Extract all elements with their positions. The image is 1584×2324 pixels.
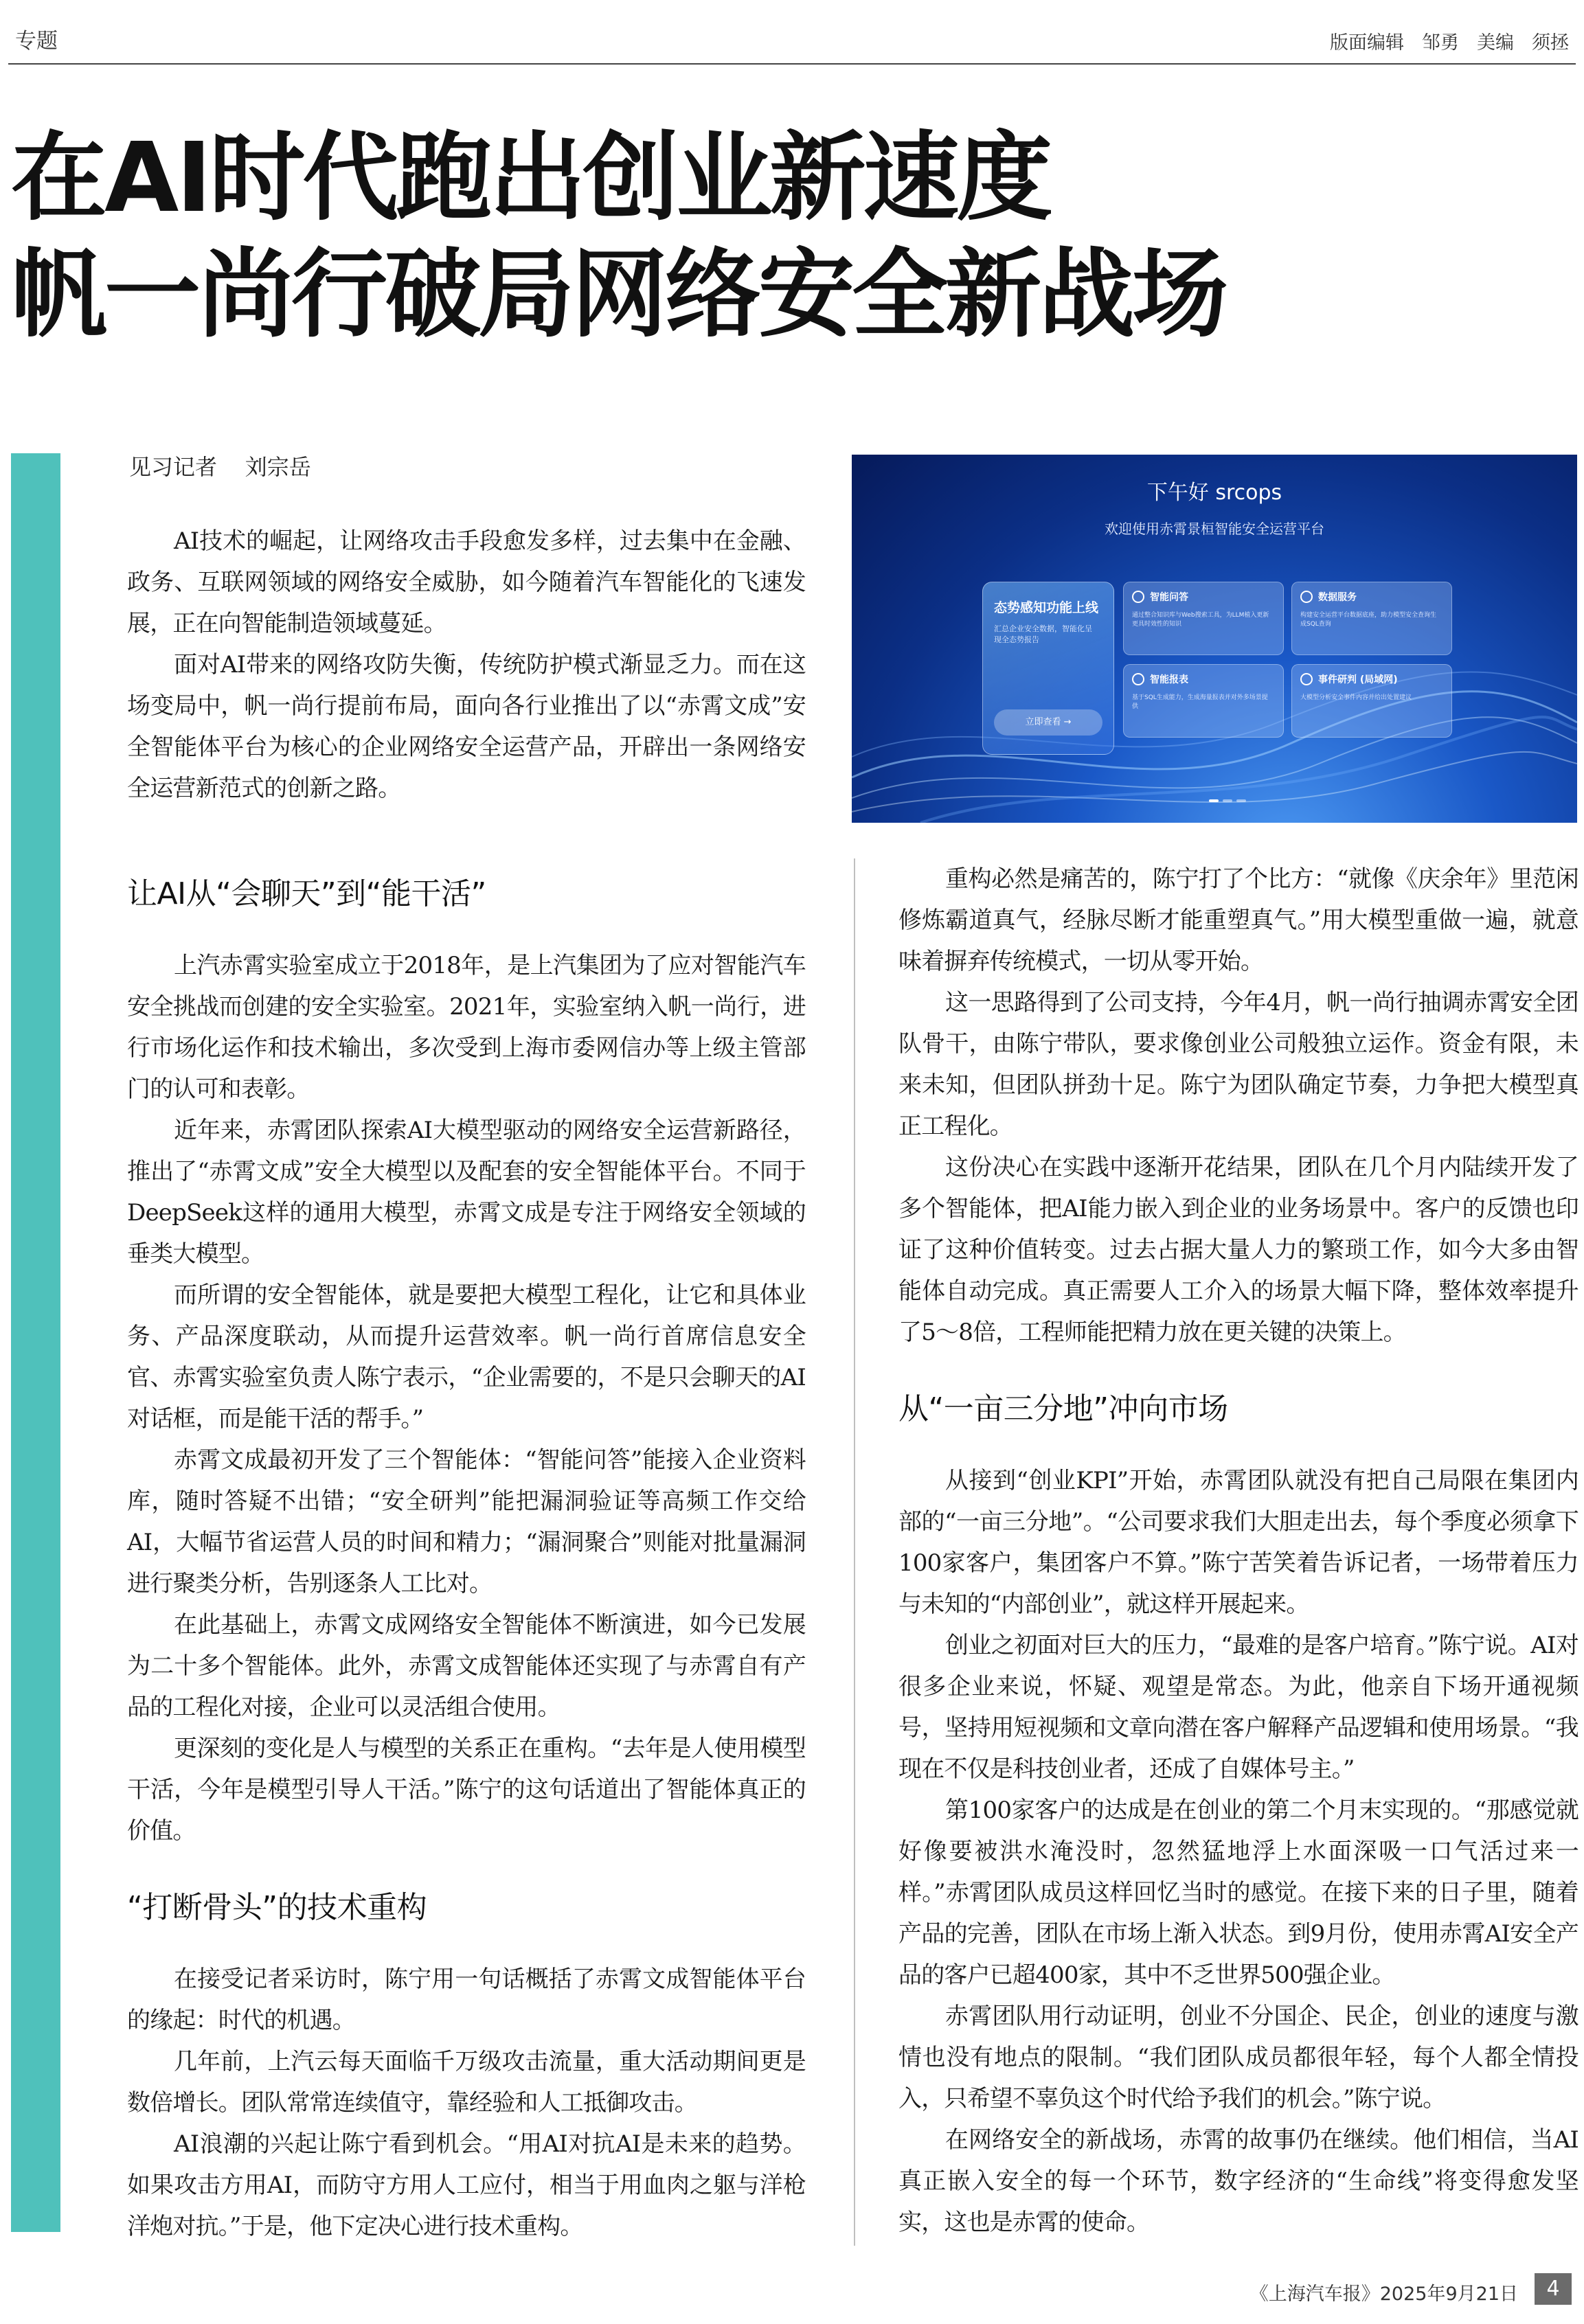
body-paragraph: 这一思路得到了公司支持，今年4月，帆一尚行抽调赤霄安全团队骨干，由陈宁带队，要求像创业公司般独立运作。资金有限，未来未知，但团队拼劲十足。陈宁为团队确定节奏，力争把大模型真正工程化。 — [898, 989, 1579, 1140]
body-paragraph: 而所谓的安全智能体，就是要把大模型工程化，让它和具体业务、产品深度联动，从而提升运营效率。帆一尚行首席信息安全官、赤霄实验室负责人陈宁表示，“企业需要的，不是只会聊天的AI对话框，而是能干活的帮手。” — [127, 1281, 806, 1433]
body-paragraph: 这份决心在实践中逐渐开花结果，团队在几个月内陆续开发了多个智能体，把AI能力嵌入到企业的业务场景中。客户的反馈也印证了这种价值转变。过去占据大量人力的繁琐工作，如今大多由智能体自动完成。真正需要人工介入的场景大幅下降，整体效率提升了5～8倍，工程师能把精力放在更关键的决策上。 — [898, 1154, 1579, 1346]
column-divider — [854, 858, 855, 2246]
hero-title: 态势感知功能上线 — [994, 600, 1099, 615]
editor-credits — [1330, 27, 1569, 54]
footer-source: 《上海汽车报》2025年9月21日 — [1249, 2283, 1518, 2305]
card-desc: 构建安全运营平台数据底座，助力模型安全查询生成SQL查询 — [1300, 612, 1437, 628]
card-title: 智能问答 — [1150, 592, 1188, 603]
headline-line: 在AI时代跑出创业新速度 — [11, 122, 1050, 234]
card-icon — [1300, 673, 1313, 685]
card-icon — [1132, 673, 1144, 685]
accent-bar — [11, 453, 60, 2232]
body-paragraph: 赤霄团队用行动证明，创业不分国企、民企，创业的速度与激情也没有地点的限制。“我们团队成员都很年轻，每个人都全情投入，只希望不辜负这个时代给予我们的机会。”陈宁说。 — [898, 2003, 1579, 2112]
dashboard-subtitle: 欢迎使用赤霄景桓智能安全运营平台 — [1105, 521, 1324, 537]
body-paragraph: 在接受记者采访时，陈宁用一句话概括了赤霄文成智能体平台的缘起：时代的机遇。 — [127, 1966, 806, 2034]
credit-item: 版面编辑 — [1330, 32, 1404, 54]
credit-item: 须拯 — [1532, 32, 1569, 54]
carousel-dots — [1209, 799, 1246, 802]
hero-view-button: 立即查看 → — [994, 709, 1102, 736]
body-paragraph: 第100家客户的达成是在创业的第二个月末实现的。“那感觉就好像要被洪水淹没时，忽然猛地浮上水面深吸一口气活过来一样。”赤霄团队成员这样回忆当时的感觉。在接下来的日子里，随着产品的完善，团队在市场上渐入状态。到9月份，使用赤霄AI安全产品的客户已超400家，其中不乏世界500强企业。 — [898, 1797, 1579, 1989]
dashboard-card — [1291, 664, 1452, 738]
dashboard-card — [1291, 582, 1452, 655]
body-paragraph: 重构必然是痛苦的，陈宁打了个比方：“就像《庆余年》里范闲修炼霸道真气，经脉尽断才能重塑真气。”用大模型重做一遍，就意味着摒弃传统模式，一切从零开始。 — [898, 865, 1579, 975]
right-column — [898, 858, 1579, 2243]
card-desc: 通过整合知识库与Web搜索工具，为LLM植入更新更具时效性的知识 — [1132, 612, 1269, 628]
credit-item: 美编 — [1477, 32, 1514, 54]
body-paragraph: 在网络安全的新战场，赤霄的故事仍在继续。他们相信，当AI真正嵌入安全的每一个环节，数字经济的“生命线”将变得愈发坚实，这也是赤霄的使命。 — [898, 2126, 1579, 2236]
body-paragraph: 创业之初面对巨大的压力，“最难的是客户培育。”陈宁说。AI对很多企业来说，怀疑、观望是常态。为此，他亲自下场开通视频号，坚持用短视频和文章向潜在客户解释产品逻辑和使用场景。“我现在不仅是科技创业者，还成了自媒体号主。” — [898, 1632, 1579, 1783]
dashboard-greeting: 下午好 srcops — [1146, 481, 1282, 505]
dashboard-hero-card — [982, 582, 1114, 755]
headline-line: 帆一尚行破局网络安全新战场 — [11, 239, 1226, 351]
hero-desc: 汇总企业安全数据，智能化呈现全态势报告 — [994, 624, 1092, 644]
card-title: 数据服务 — [1318, 592, 1357, 603]
byline: 见习记者 刘宗岳 — [129, 454, 311, 480]
body-paragraph: AI浪潮的兴起让陈宁看到机会。“用AI对抗AI是未来的趋势。如果攻击方用AI，而防守方用人工应付，相当于用血肉之躯与洋枪洋炮对抗。”于是，他下定决心进行技术重构。 — [127, 2130, 806, 2240]
card-icon — [1300, 591, 1313, 603]
body-paragraph: 从接到“创业KPI”开始，赤霄团队就没有把自己局限在集团内部的“一亩三分地”。“公司要求我们大胆走出去，每个季度必须拿下100家客户，集团客户不算。”陈宁苦笑着告诉记者，一场带着压力与未知的“内部创业”，就这样开展起来。 — [898, 1467, 1579, 1618]
section-heading: 让AI从“会聊天”到“能干活” — [127, 876, 486, 911]
body-paragraph: 在此基础上，赤霄文成网络安全智能体不断演进，如今已发展为二十多个智能体。此外，赤霄文成智能体还实现了与赤霄自有产品的工程化对接，企业可以灵活组合使用。 — [127, 1611, 806, 1721]
dashboard-screenshot — [852, 455, 1577, 823]
headline — [11, 120, 1225, 354]
card-desc: 基于SQL生成能力，生成海量报表并对外多场景提供 — [1132, 694, 1268, 710]
body-paragraph: 赤霄文成最初开发了三个智能体：“智能问答”能接入企业资料库，随时答疑不出错；“安全研判”能把漏洞验证等高频工作交给AI，大幅节省运营人员的时间和精力；“漏洞聚合”则能对批量漏洞进行聚类分析，告别逐条人工比对。 — [127, 1446, 806, 1597]
card-title: 事件研判 (局域网) — [1318, 674, 1398, 685]
left-column — [127, 838, 806, 2247]
intro-paragraph: 面对AI带来的网络攻防失衡，传统防护模式渐显乏力。而在这场变局中，帆一尚行提前布局，面向各行业推出了以“赤霄文成”安全智能体平台为核心的企业网络安全运营产品，开辟出一条网络安全运营新范式的创新之路。 — [127, 651, 806, 802]
body-paragraph: 近年来，赤霄团队探索AI大模型驱动的网络安全运营新路径，推出了“赤霄文成”安全大模型以及配套的安全智能体平台。不同于DeepSeek这样的通用大模型，赤霄文成是专注于网络安全领域的垂类大模型。 — [127, 1117, 806, 1268]
body-paragraph: 更深刻的变化是人与模型的关系正在重构。“去年是人使用模型干活，今年是模型引导人干活。”陈宁的这句话道出了智能体真正的价值。 — [127, 1735, 806, 1845]
header-rule — [8, 63, 1576, 65]
credit-item: 邹勇 — [1422, 32, 1459, 54]
page-number: 4 — [1535, 2273, 1572, 2305]
intro-column — [127, 521, 806, 809]
dashboard-card — [1123, 582, 1284, 655]
intro-paragraph: AI技术的崛起，让网络攻击手段愈发多样，过去集中在金融、政务、互联网领域的网络安全威胁，如今随着汽车智能化的飞速发展，正在向智能制造领域蔓延。 — [127, 527, 806, 637]
card-icon — [1132, 591, 1144, 603]
section-label: 专题 — [15, 29, 58, 54]
card-title: 智能报表 — [1150, 674, 1188, 685]
dashboard-card — [1123, 664, 1284, 738]
section-heading: “打断骨头”的技术重构 — [127, 1890, 427, 1925]
section-heading: 从“一亩三分地”冲向市场 — [898, 1391, 1228, 1426]
body-paragraph: 几年前，上汽云每天面临千万级攻击流量，重大活动期间更是数倍增长。团队常常连续值守，靠经验和人工抵御攻击。 — [127, 2048, 806, 2117]
card-desc: 大模型分析安全事件内容并给出处置建议 — [1300, 694, 1412, 701]
body-paragraph: 上汽赤霄实验室成立于2018年，是上汽集团为了应对智能汽车安全挑战而创建的安全实验室。2021年，实验室纳入帆一尚行，进行市场化运作和技术输出，多次受到上海市委网信办等上级主管部门的认可和表彰。 — [127, 952, 806, 1103]
